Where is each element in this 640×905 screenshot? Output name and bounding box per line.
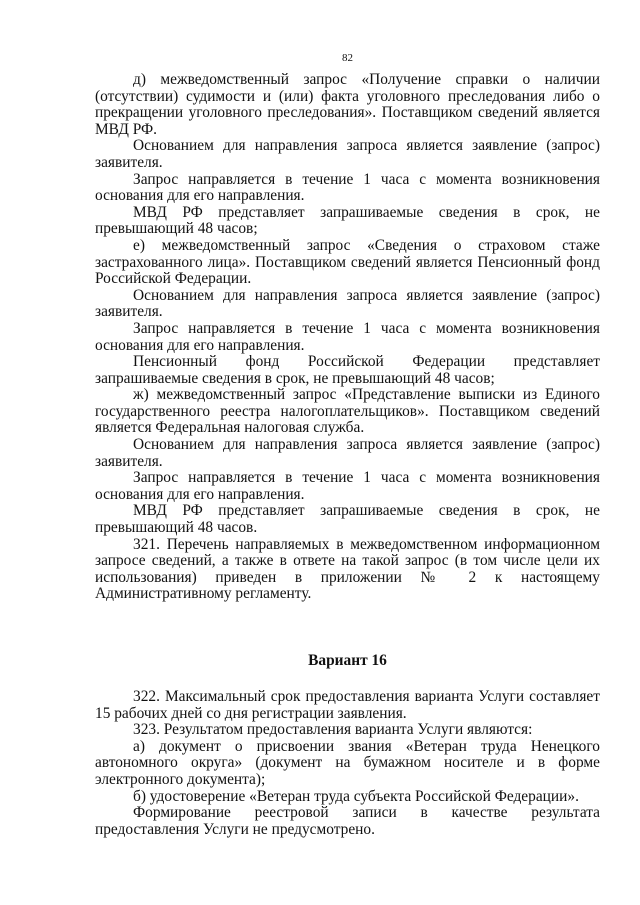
paragraph: МВД РФ представляет запрашиваемые сведения в срок, не превышающий 48 часов.	[95, 502, 600, 537]
paragraph: 321. Перечень направляемых в межведомственном информационном запросе сведений, а также в ответе на такой запрос (в том числе цели их использования) приведен в приложении № 2 к настоящему Административному регламенту.	[95, 535, 600, 603]
page-number: 82	[342, 52, 353, 64]
paragraph: Запрос направляется в течение 1 часа с момента возникновения основания для его направления.	[95, 319, 600, 354]
body-text-bottom	[95, 689, 600, 838]
paragraph: 322. Максимальный срок предоставления варианта Услуги составляет 15 рабочих дней со дня регистрации заявления.	[95, 688, 600, 722]
paragraph: б) удостоверение «Ветеран труда субъекта Российской Федерации».	[133, 787, 579, 805]
paragraph: а) документ о присвоении звания «Ветеран труда Ненецкого автономного округа» (документ на бумажном носителе и в форме электронного документа);	[95, 737, 600, 788]
paragraph: Основанием для направления запроса является заявление (запрос) заявителя.	[95, 137, 600, 171]
paragraph: МВД РФ представляет запрашиваемые сведения в срок, не превышающий 48 часов;	[95, 203, 600, 238]
paragraph: Запрос направляется в течение 1 часа с момента возникновения основания для его направления.	[95, 469, 600, 503]
paragraph: ж) межведомственный запрос «Представление выписки из Единого государственного реестра налогоплательщиков». Поставщиком сведений является Федеральная налоговая служба.	[95, 386, 600, 437]
paragraph: Основанием для направления запроса является заявление (запрос) заявителя.	[95, 436, 600, 470]
paragraph: Запрос направляется в течение 1 часа с момента возникновения основания для его направления.	[95, 170, 600, 205]
body-text-top	[95, 72, 600, 603]
paragraph: 323. Результатом предоставления варианта Услуги являются:	[133, 721, 533, 739]
paragraph: Пенсионный фонд Российской Федерации представляет запрашиваемые сведения в срок, не превышающий 48 часов;	[95, 353, 600, 387]
section-heading: Вариант 16	[308, 652, 387, 669]
paragraph: Основанием для направления запроса является заявление (запрос) заявителя.	[95, 286, 600, 321]
paragraph: Формирование реестровой записи в качестве результата предоставления Услуги не предусмотрено.	[95, 804, 600, 838]
paragraph: д) межведомственный запрос «Получение справки о наличии (отсутствии) судимости и (или) факта уголовного преследования либо о прекращении уголовного преследования». Поставщиком сведений является МВД РФ.	[95, 71, 600, 138]
paragraph: е) межведомственный запрос «Сведения о страховом стаже застрахованного лица». Поставщиком сведений является Пенсионный фонд Российской Федерации.	[95, 236, 600, 288]
